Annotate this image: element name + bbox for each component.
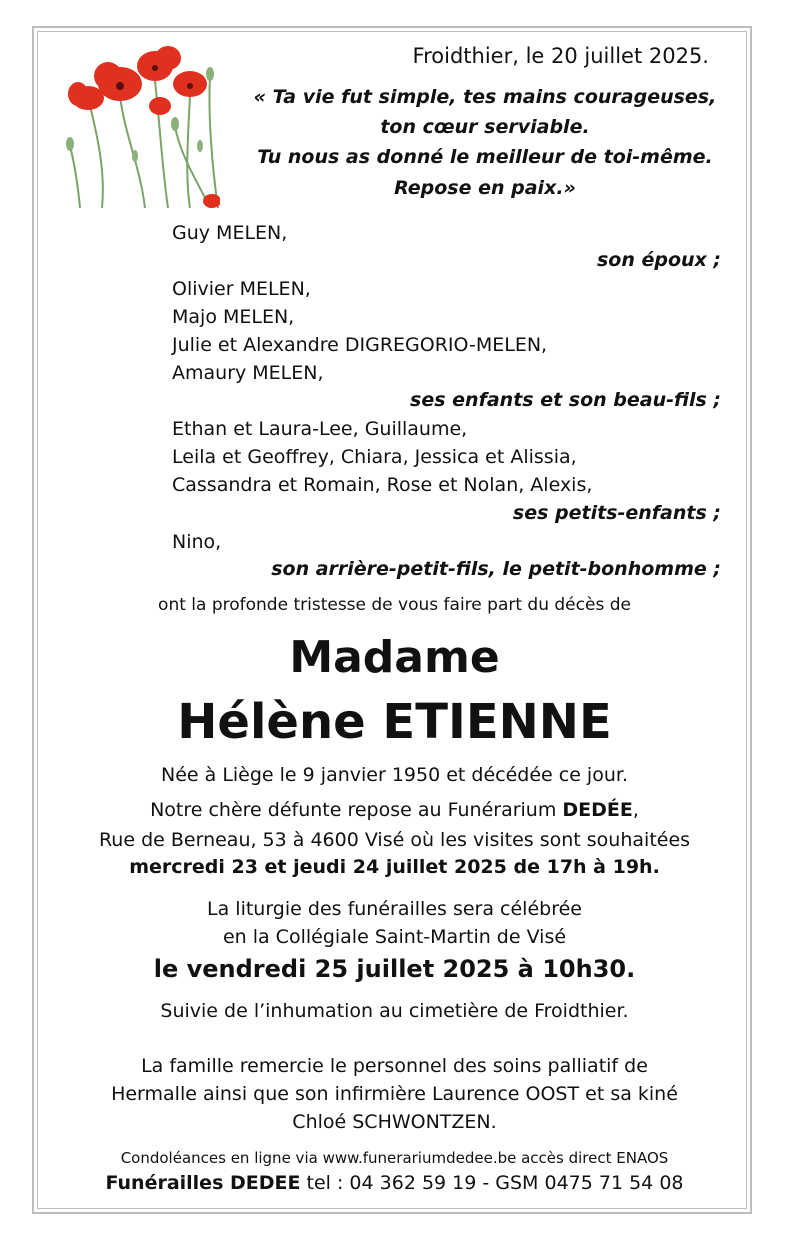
burial-info: Suivie de l’inhumation au cimetière de Froidthier. [160, 1000, 629, 1022]
grandchild-names: Cassandra et Romain, Rose et Nolan, Alexis, [172, 474, 593, 496]
contact-phone: tel : 04 362 59 19 - GSM 0475 71 54 08 [300, 1172, 684, 1194]
spouse-name: Guy MELEN, [172, 222, 288, 244]
grandchild-names: Leila et Geoffrey, Chiara, Jessica et Alissia, [172, 446, 577, 468]
greatgrandchild-name: Nino, [172, 531, 222, 553]
greatgrandchild-relation: son arrière-petit-fils, le petit-bonhomme ; [271, 558, 721, 580]
funeral-company-contact [0, 1172, 789, 1194]
thanks-line: Chloé SCHWONTZEN. [292, 1111, 497, 1133]
thanks-line: Hermalle ainsi que son infirmière Laurence OOST et sa kiné [111, 1083, 678, 1105]
deceased-title: Madame [289, 632, 500, 683]
grandchild-names: Ethan et Laura-Lee, Guillaume, [172, 418, 468, 440]
visitation-address: Rue de Berneau, 53 à 4600 Visé où les visites sont souhaitées [98, 829, 691, 851]
quote-line: Tu nous as donné le meilleur de toi-même. [257, 146, 713, 168]
quote-line: ton cœur serviable. [380, 116, 590, 138]
place-date: Froidthier, le 20 juillet 2025. [412, 44, 709, 68]
child-name: Amaury MELEN, [172, 362, 324, 384]
thanks-line: La famille remercie le personnel des soins palliatif de [141, 1055, 648, 1077]
funeral-date: le vendredi 25 juillet 2025 à 10h30. [153, 955, 636, 983]
poppy-flowers-image [50, 36, 220, 208]
children-relation: ses enfants et son beau-fils ; [410, 389, 721, 411]
announcement: ont la profonde tristesse de vous faire part du décès de [158, 595, 631, 615]
visitation-line: Notre chère défunte repose au Funérarium DEDÉE, [150, 799, 639, 821]
birth-info: Née à Liège le 9 janvier 1950 et décédée ce jour. [161, 764, 628, 786]
funeral-location: en la Collégiale Saint-Martin de Visé [222, 926, 567, 948]
child-name: Majo MELEN, [172, 306, 295, 328]
condolences-info: Condoléances en ligne via www.funerariumdedee.be accès direct ENAOS [120, 1149, 669, 1167]
spouse-relation: son époux ; [596, 249, 721, 271]
child-name: Julie et Alexandre DIGREGORIO-MELEN, [172, 334, 548, 356]
visitation-dates: mercredi 23 et jeudi 24 juillet 2025 de 17h à 19h. [129, 856, 660, 878]
quote-line: Repose en paix.» [394, 177, 576, 199]
company-name: Funérailles DEDEE [105, 1172, 301, 1194]
grandchildren-relation: ses petits-enfants ; [512, 502, 721, 524]
funeral-line: La liturgie des funérailles sera célébrée [207, 898, 582, 920]
child-name: Olivier MELEN, [172, 278, 311, 300]
deceased-name: Hélène ETIENNE [177, 694, 612, 750]
quote-line: « Ta vie fut simple, tes mains courageuses, [253, 86, 717, 108]
